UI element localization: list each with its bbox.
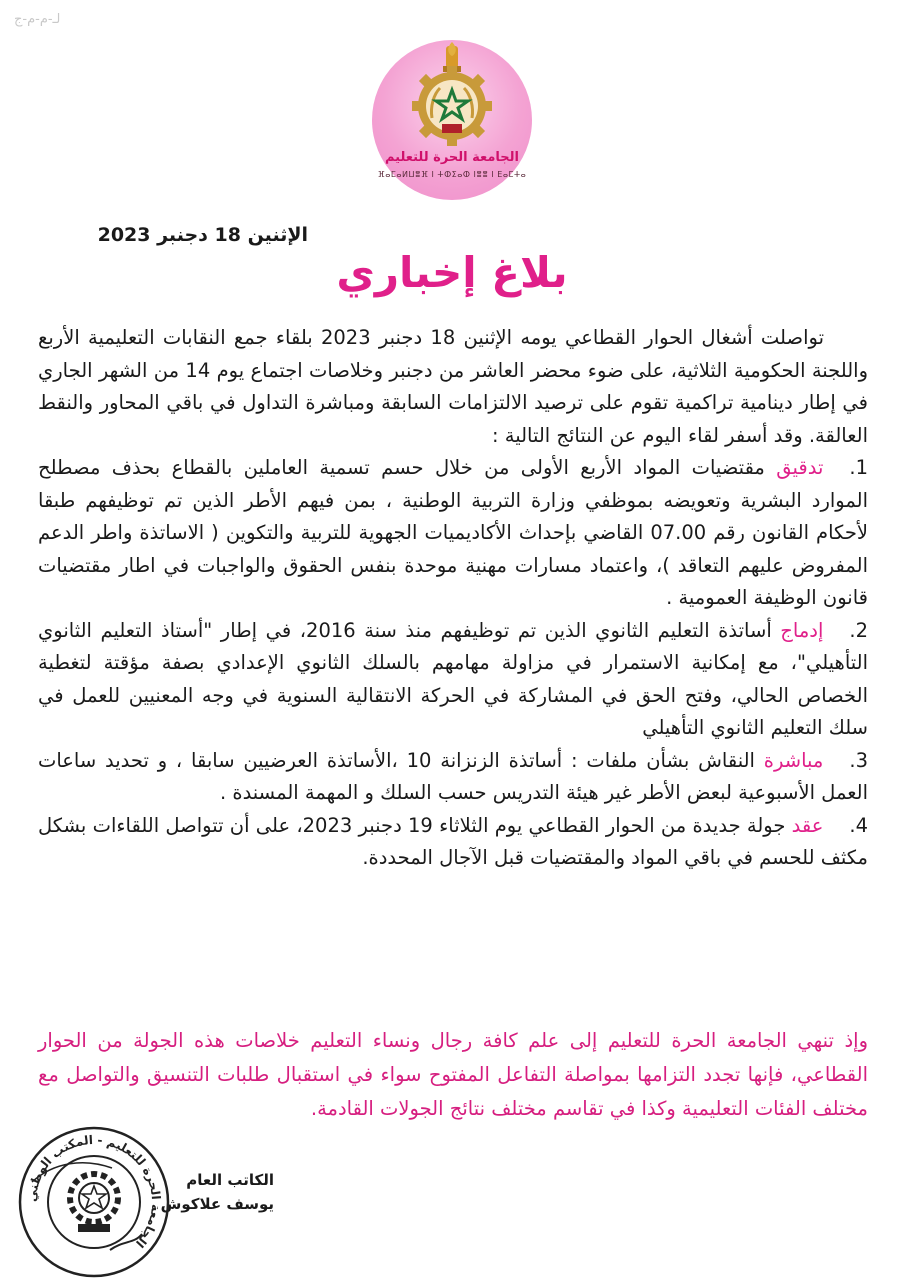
item-number: 4. xyxy=(849,813,869,837)
item-text: أساتذة التعليم الثانوي الذين تم توظيفهم منذ سنة 2016، في إطار "أستاذ التعليم الثانوي التأهيلي"، مع إمكانية الاستمرار في مزاولة مهامهم بالسلك الثانوي الإعدادي بصفة مؤقتة لتغطية الخصاص الحالي، وفتح الحق في المشاركة في الحركة الانتقالية السنوية في وجه المعنيين للعمل في سلك التعليم الثانوي التأهيلي xyxy=(38,618,868,739)
closing-paragraph: وإذ تنهي الجامعة الحرة للتعليم إلى علم كافة رجال ونساء التعليم خلاصات هذه الجولة من الحوار القطاعي، فإنها تجدد التزامها بمواصلة التفاعل المفتوح سواء في استقبال طلبات التنسيق والتواصل مع مختلف الفئات التعليمية وكذا في تقاسم مختلف نتائج الجولات القادمة. xyxy=(38,1029,868,1120)
item-text: مقتضيات المواد الأربع الأولى من خلال حسم تسمية العاملين بالقطاع بحذف مصطلح الموارد البشرية وتعويضه بموظفي وزارة التربية الوطنية ، بمن فيهم الأطر الذين تم توظيفهم طبقا لأحكام القانون رقم 07.00 القاضي بإحداث الأكاديميات الجهوية للتربية والتكوين ( الاساتذة واطر الدعم المفروض عليهم التعاقد )، واعتماد مسارات مهنية موحدة بنفس الحقوق والواجبات في اطار مقتضيات قانون الوظيفة العمومية . xyxy=(38,456,869,609)
item-keyword: عقد xyxy=(791,813,824,837)
union-logo xyxy=(372,40,532,200)
logo-name-tifinagh: ⴼⴰⵎⴰⵍⵡⴻⴼ ⵏ ⵜⵀⵉⴰⵀ ⵏⴻⴻ ⵏ ⴹⴰⵎⵜⴰ xyxy=(377,170,527,179)
document-body xyxy=(38,322,868,875)
official-stamp-icon xyxy=(14,1122,174,1282)
list-item xyxy=(38,810,868,875)
logo-name-arabic: الجامعة الحرة للتعليم xyxy=(384,150,520,165)
intro-paragraph: تواصلت أشغال الحوار القطاعي يومه الإثنين 18 دجنبر 2023 بلقاء جمع النقابات التعليمية الأربع واللجنة الحكومية الثلاثية، على ضوء محضر العاشر من دجنبر وخلاصات اجتماع يوم 14 من الشهر الجاري في إطار دينامية تراكمية تقوم على ترصيد الالتزامات السابقة ومباشرة التداول في باقي المحاور والنقط العالقة. وقد أسفر لقاء اليوم عن النتائج التالية : xyxy=(38,326,868,447)
item-number: 1. xyxy=(849,456,868,479)
signature-role: الكاتب العام xyxy=(186,1171,274,1189)
item-text: النقاش بشأن ملفات : أساتذة الزنزانة 10 ،الأساتذة العرضيين سابقا ، و تحديد ساعات العمل الأسبوعية لبعض الأطر غير هيئة التدريس حسب السلك و المهمة المسندة . xyxy=(38,748,868,804)
svg-text:الجامعة الحرة للتعليم - المكتب xyxy=(25,1133,163,1250)
document-date: الإثنين 18 دجنبر 2023 xyxy=(97,224,308,246)
list-item xyxy=(38,452,868,615)
item-text: جولة جديدة من الحوار القطاعي يوم الثلاثاء 19 دجنبر 2023، على أن تتواصل اللقاءات بشكل مكثف للحسم في باقي المواد والمقتضيات قبل الآجال المحددة. xyxy=(38,813,868,869)
item-number: 3. xyxy=(849,748,868,772)
item-keyword: إدماج xyxy=(780,618,824,642)
stamp-ring-text: الجامعة الحرة للتعليم - المكتب الوطني xyxy=(24,1132,164,1251)
signature-block xyxy=(161,1168,274,1216)
signature-name: يوسف علاكوش xyxy=(160,1195,274,1213)
item-keyword: مباشرة xyxy=(763,748,824,772)
item-keyword: تدقيق xyxy=(776,456,824,479)
item-number: 2. xyxy=(849,618,868,642)
list-item xyxy=(38,745,868,810)
watermark: لـ-م-م-ج xyxy=(14,12,61,27)
document-title: بلاغ إخباري xyxy=(336,248,568,297)
list-item xyxy=(38,615,868,745)
